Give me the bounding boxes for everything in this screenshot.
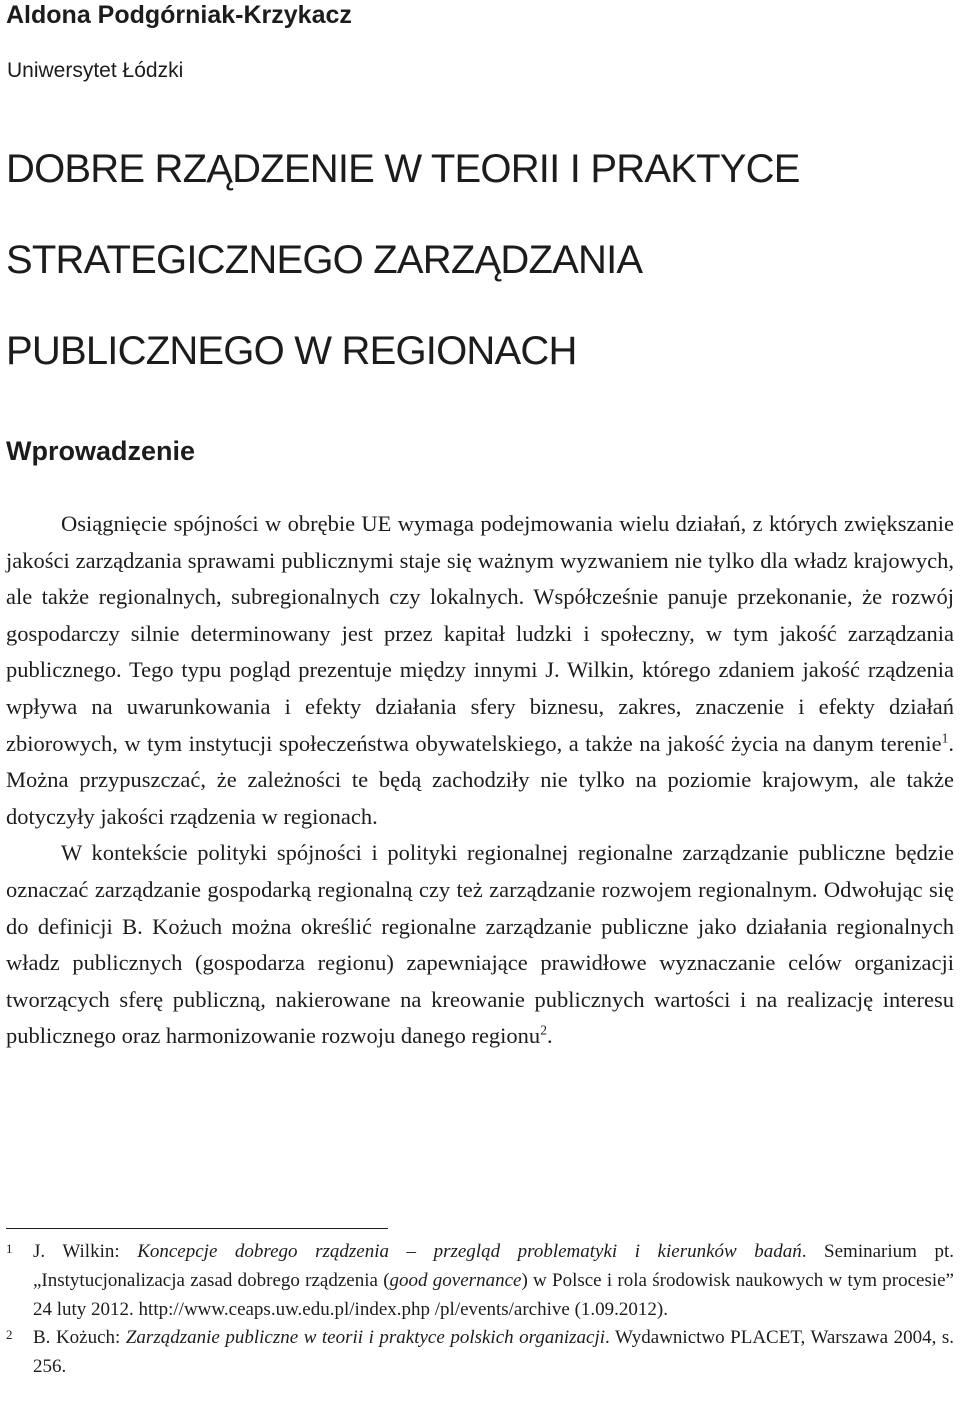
footnote — [6, 1324, 954, 1382]
footnote — [6, 1238, 954, 1324]
footnotes — [6, 1238, 954, 1382]
footnote-number: 2 — [6, 1327, 13, 1343]
footnote-text: ) w Polsce i rola środowisk naukowych w tym procesie” 24 luty 2012. http://www.ceaps.uw.edu.pl/index.php /pl/events/archive (1.09.2012). — [33, 1269, 954, 1320]
section-heading: Wprowadzenie — [6, 436, 196, 466]
footnote-author: J. Wilkin: — [33, 1241, 138, 1262]
footnote-title: Koncepcje dobrego rządzenia – przegląd problematyki i kierunków badań — [137, 1241, 802, 1262]
paragraph-text: Osiągnięcie spójności w obrębie UE wymaga podejmowania wielu działań, z których zwiększanie jakości zarządzania sprawami publicznymi staje się ważnym wyzwaniem nie tylko dla władz krajowych, ale także regionalnych, subregionalnych czy lokalnych. Współcześnie panuje przekonanie, że rozwój gospodarczy silnie determinowany jest przez kapitał ludzki i społeczny, w tym jakość zarządzania publicznego. Tego typu pogląd prezentuje między innymi J. Wilkin, którego zdaniem jakość rządzenia wpływa na uwarunkowania i efekty działania sfery biznesu, zakres, znaczenie i efekty działań zbiorowych, w tym instytucji społeczeństwa obywatelskiego, a także na jakość życia na danym terenie — [6, 511, 954, 756]
author-name: Aldona Podgórniak-Krzykacz — [6, 1, 352, 29]
paragraph-text: W kontekście polityki spójności i polityki regionalnej regionalne zarządzanie publiczne będzie oznaczać zarządzanie gospodarką regionalną czy też zarządzanie rozwojem regionalnym. Odwołując się do definicji B. Kożuch można określić regionalne zarządzanie publiczne jako działania regionalnych władz publicznych (gospodarza regionu) zapewniające prawidłowe wyznaczanie celów organizacji tworzących sferę publiczną, nakierowane na kreowanie publicznych wartości i na realizację interesu publicznego oraz harmonizowanie rozwoju danego regionu — [6, 840, 954, 1049]
author-affiliation: Uniwersytet Łódzki — [7, 59, 184, 82]
title-line: PUBLICZNEGO W REGIONACH — [6, 329, 577, 373]
paragraph — [6, 506, 954, 835]
footnote-author: B. Kożuch: — [33, 1327, 126, 1349]
article-title — [6, 124, 800, 397]
paragraph-text: . — [546, 1023, 553, 1049]
title-line: DOBRE RZĄDZENIE W TEORII I PRAKTYCE — [6, 147, 800, 191]
footnote-reference: 2 — [540, 1022, 547, 1038]
body-text — [6, 506, 954, 1055]
paragraph-text: . Można przypuszczać, że zależności te będą zachodziły nie tylko na poziomie krajowym, ale także dotyczyły jakości rządzenia w regionach. — [6, 730, 954, 829]
footnote-text: . Wydawnictwo PLACET, Warszawa 2004, s. 256. — [33, 1327, 954, 1378]
footnote-reference: 1 — [941, 730, 949, 746]
footnote-text: . Seminarium pt. „Instytucjonalizacja zasad dobrego rządzenia ( — [33, 1241, 955, 1291]
footnote-title: Zarządzanie publiczne w teorii i praktyce polskich organizacji — [125, 1327, 606, 1349]
footnote-term: good governance — [389, 1269, 522, 1291]
title-line: STRATEGICZNEGO ZARZĄDZANIA — [6, 238, 643, 282]
footnote-number: 1 — [6, 1241, 13, 1256]
paragraph — [6, 835, 954, 1055]
footnote-separator — [6, 1228, 388, 1229]
